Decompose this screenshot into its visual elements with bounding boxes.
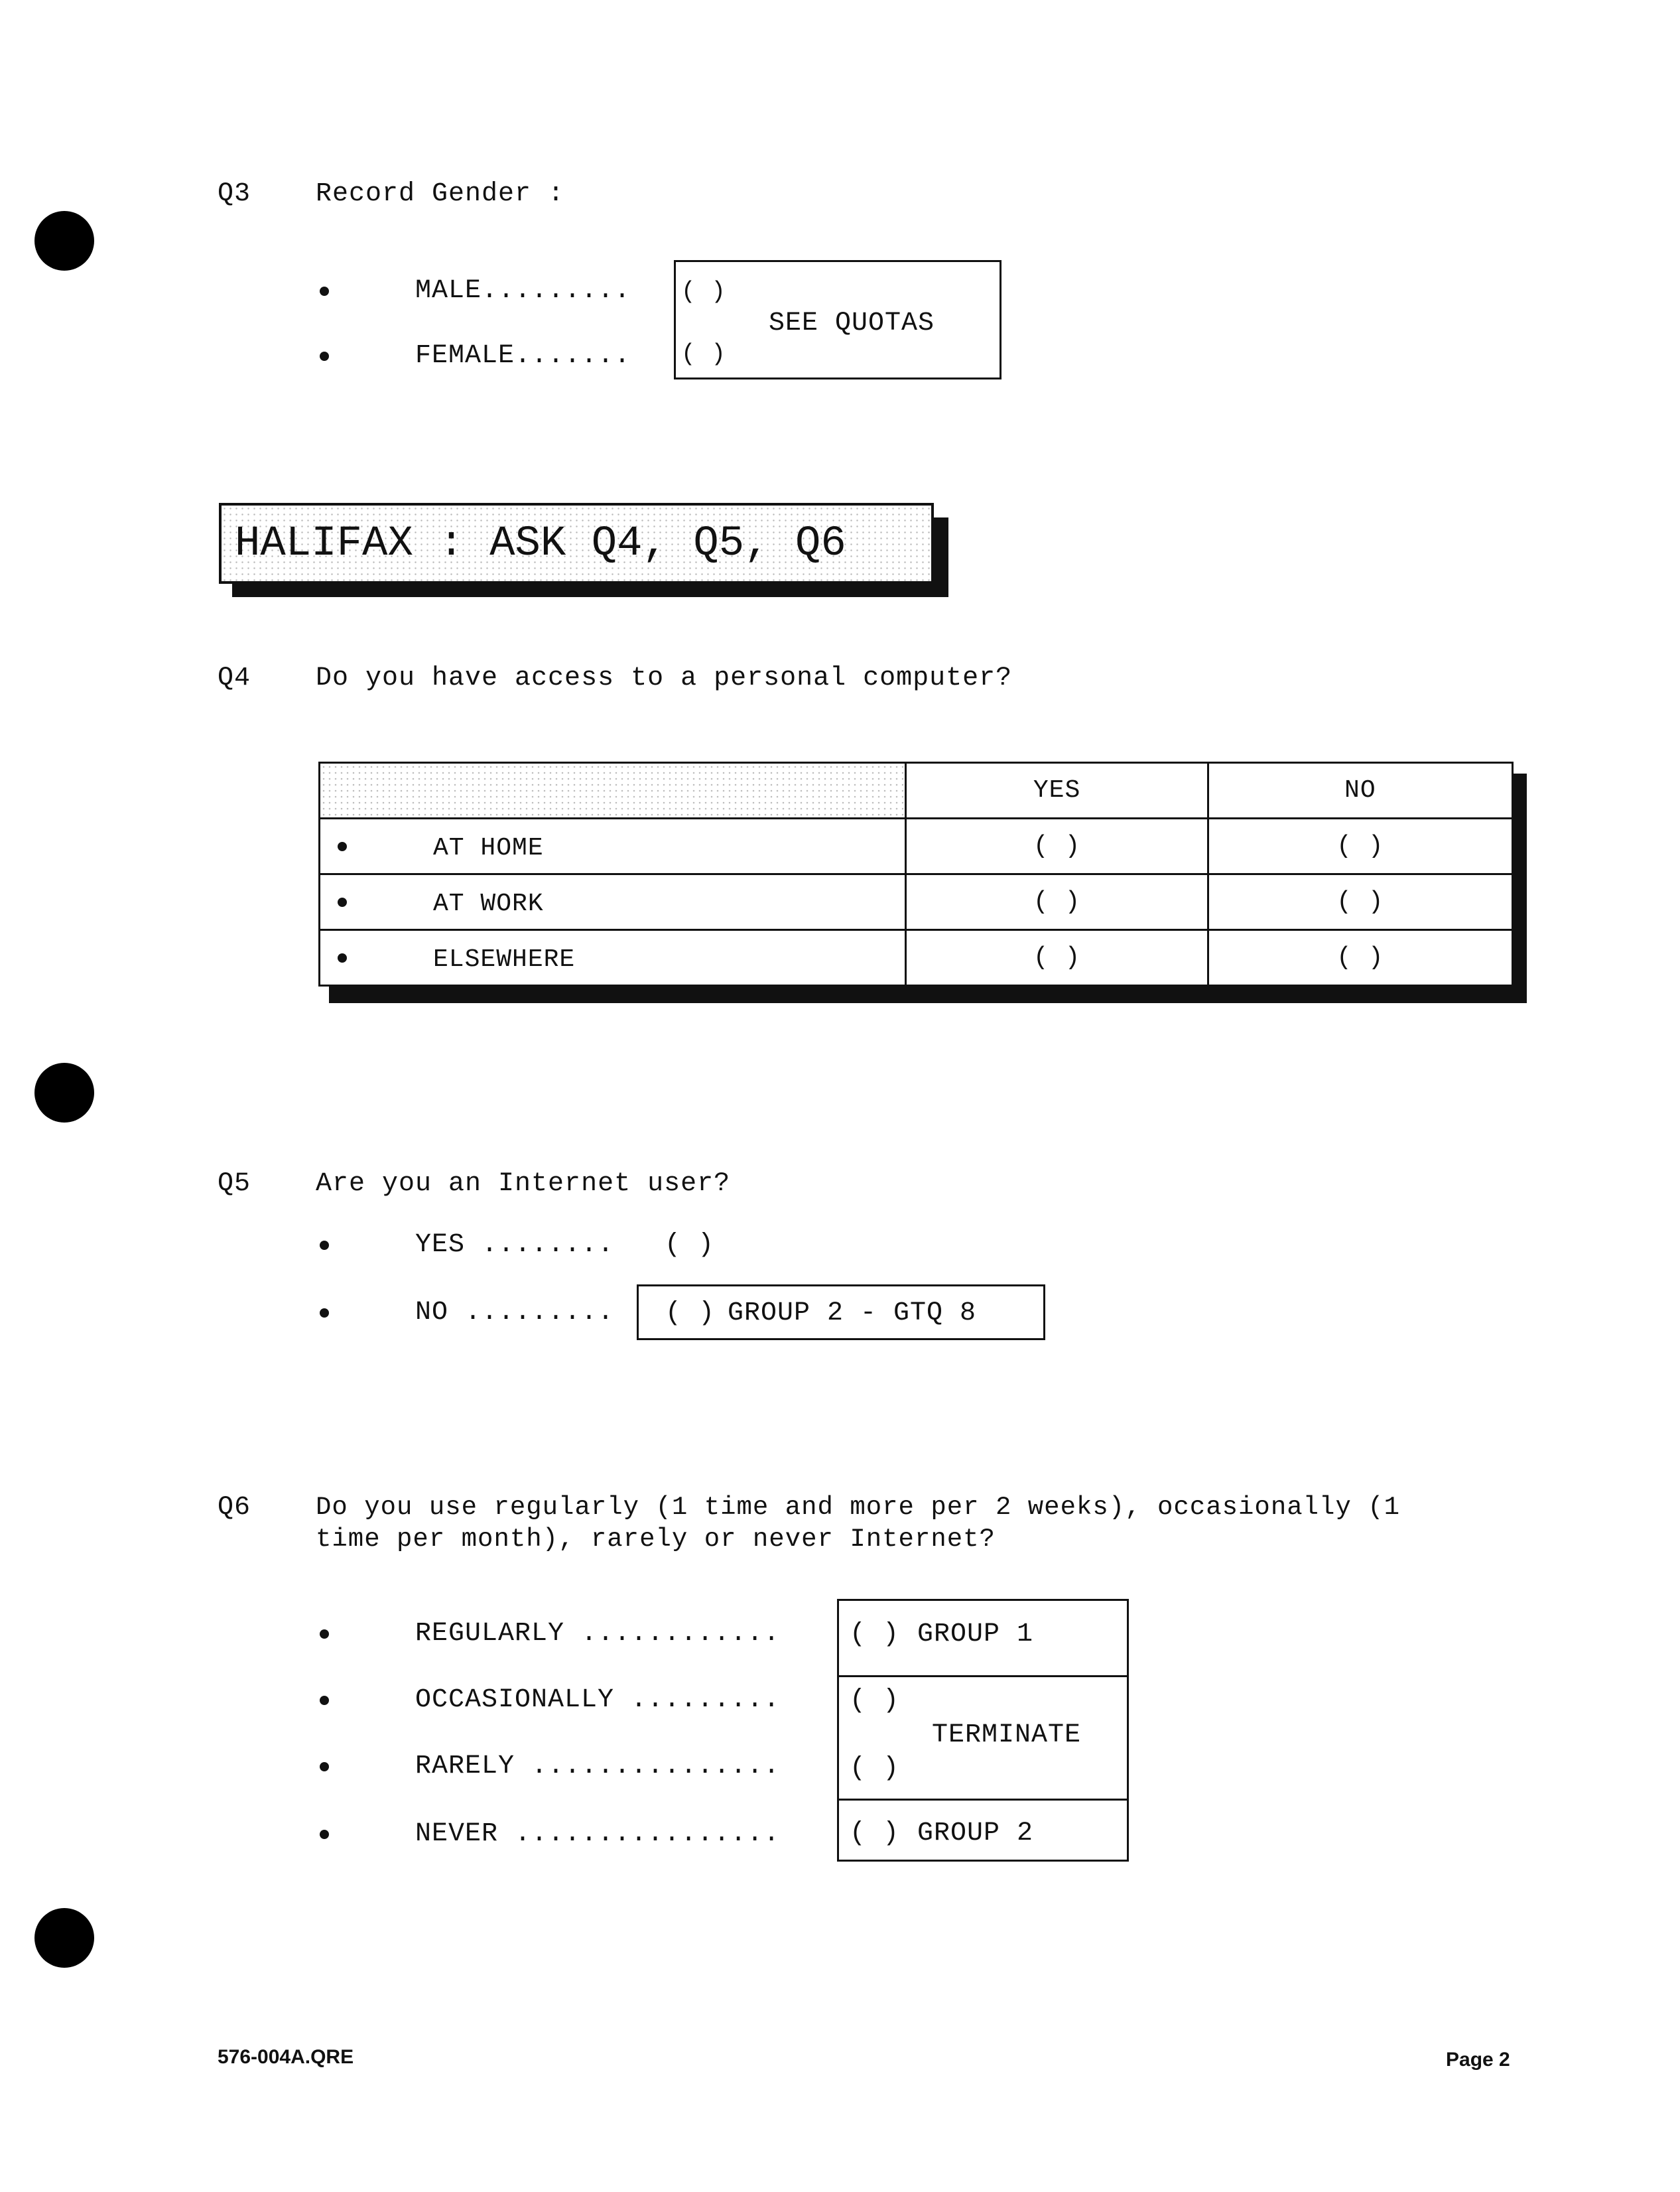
- q5-number: Q5: [218, 1169, 251, 1199]
- q5-option-yes: YES ........: [415, 1230, 615, 1260]
- footer-doc-id: 576-004A.QRE: [218, 2046, 354, 2068]
- table-row: [320, 819, 1513, 874]
- q3-quota-box: [674, 260, 1002, 379]
- q5-option-no: NO .........: [415, 1298, 615, 1328]
- q4-table: [318, 762, 1514, 987]
- q6-bullet-rarely: [320, 1762, 329, 1771]
- q6-divider-bottom: [839, 1799, 1127, 1801]
- q6-option-rarely: RARELY ...............: [415, 1751, 781, 1781]
- q4-row-label-cell: [320, 930, 906, 986]
- q3-number: Q3: [218, 179, 251, 209]
- table-row: [320, 930, 1513, 986]
- q4-row-label-cell: [320, 874, 906, 930]
- q4-row-label: AT HOME: [433, 834, 544, 862]
- q6-never-instruction: GROUP 2: [917, 1818, 1034, 1848]
- punch-hole-middle: [34, 1063, 94, 1123]
- q3-female-checkbox[interactable]: ( ): [681, 340, 726, 368]
- banner-text: HALIFAX : ASK Q4, Q5, Q6: [235, 520, 846, 568]
- q4-row-label: AT WORK: [433, 890, 544, 918]
- q5-bullet-no: [320, 1308, 329, 1318]
- q6-option-regularly: REGULARLY ............: [415, 1619, 781, 1649]
- q6-bullet-regularly: [320, 1629, 329, 1639]
- q5-bullet-yes: [320, 1241, 329, 1250]
- q4-header-row: [320, 763, 1513, 819]
- q4-question: Do you have access to a personal computer?: [316, 663, 1013, 693]
- table-row: [320, 874, 1513, 930]
- q6-option-never: NEVER ................: [415, 1819, 781, 1849]
- q4-bullet: [338, 953, 347, 963]
- q4-row-label-cell: [320, 819, 906, 874]
- q6-number: Q6: [218, 1493, 251, 1523]
- q4-home-no-checkbox[interactable]: ( ): [1208, 819, 1512, 874]
- q3-question: Record Gender :: [316, 179, 565, 209]
- q4-header-yes: YES: [906, 763, 1208, 819]
- q4-header-no: NO: [1208, 763, 1512, 819]
- q5-no-instruction-box: [637, 1284, 1045, 1340]
- halifax-banner: [219, 503, 934, 584]
- q6-never-checkbox[interactable]: ( ): [850, 1818, 900, 1848]
- q3-bullet-male: [320, 287, 329, 296]
- q5-no-instruction: GROUP 2 - GTQ 8: [728, 1298, 977, 1328]
- q6-regularly-checkbox[interactable]: ( ): [850, 1619, 900, 1649]
- q6-instruction-box: [837, 1599, 1129, 1862]
- q3-male-checkbox[interactable]: ( ): [681, 278, 726, 305]
- q3-option-male: MALE.........: [415, 276, 631, 306]
- q5-yes-checkbox[interactable]: ( ): [665, 1230, 715, 1260]
- q6-terminate-instruction: TERMINATE: [932, 1720, 1082, 1750]
- q4-row-label: ELSEWHERE: [433, 945, 576, 974]
- q4-number: Q4: [218, 663, 251, 693]
- q4-elsewhere-yes-checkbox[interactable]: ( ): [906, 930, 1208, 986]
- q6-question-line1: Do you use regularly (1 time and more per 2 weeks), occasionally (1: [316, 1493, 1401, 1522]
- punch-hole-top: [34, 211, 94, 271]
- footer-page-number: Page 2: [1446, 2049, 1510, 2071]
- q5-question: Are you an Internet user?: [316, 1169, 731, 1199]
- q4-header-blank: [320, 763, 906, 819]
- q4-bullet: [338, 898, 347, 907]
- q6-option-occasionally: OCCASIONALLY .........: [415, 1685, 781, 1715]
- q3-bullet-female: [320, 352, 329, 361]
- q4-work-yes-checkbox[interactable]: ( ): [906, 874, 1208, 930]
- q4-work-no-checkbox[interactable]: ( ): [1208, 874, 1512, 930]
- q6-bullet-occasionally: [320, 1696, 329, 1705]
- q4-home-yes-checkbox[interactable]: ( ): [906, 819, 1208, 874]
- q6-regularly-instruction: GROUP 1: [917, 1619, 1034, 1649]
- punch-hole-bottom: [34, 1908, 94, 1968]
- q4-elsewhere-no-checkbox[interactable]: ( ): [1208, 930, 1512, 986]
- q5-no-checkbox[interactable]: ( ): [665, 1298, 716, 1328]
- q6-divider-top: [839, 1675, 1127, 1677]
- q4-bullet: [338, 842, 347, 851]
- q6-question-line2: time per month), rarely or never Internet?: [316, 1525, 996, 1554]
- q6-rarely-checkbox[interactable]: ( ): [850, 1753, 900, 1783]
- q3-option-female: FEMALE.......: [415, 341, 631, 371]
- q6-bullet-never: [320, 1830, 329, 1839]
- q3-see-quotas-note: SEE QUOTAS: [769, 308, 935, 338]
- q6-occasionally-checkbox[interactable]: ( ): [850, 1686, 900, 1716]
